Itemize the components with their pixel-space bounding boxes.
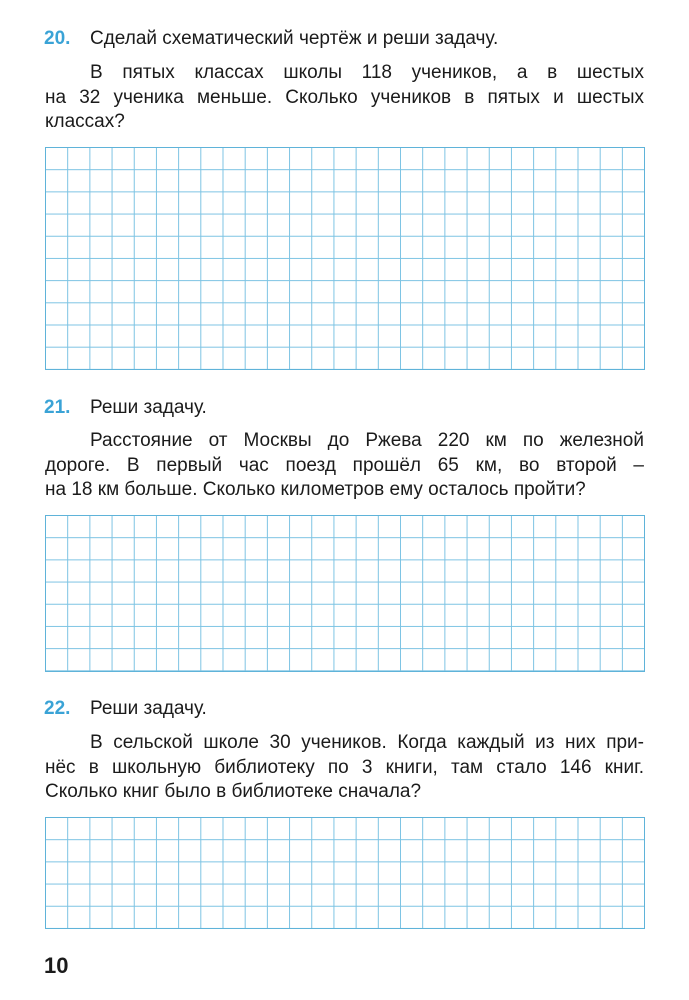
task-20-header [44,27,498,51]
task-number: 21. [44,397,71,418]
task-21-text [45,429,644,503]
task-text-line: Сколько книг было в библиотеке сначала? [45,781,422,802]
task-20-answer-grid[interactable] [45,147,645,370]
task-text-line: В пятых классах школы 118 учеников, а в шестых [90,62,644,83]
task-number: 20. [44,28,71,49]
task-text-line: классах? [45,111,125,132]
task-22-text [45,731,644,805]
task-text-line: на 32 ученика меньше. Сколько учеников в пятых и шестых [45,86,644,108]
task-instruction: Сделай схематический чертёж и реши задачу. [90,28,499,49]
task-text-line: дороге. В первый час поезд прошёл 65 км, во второй – [45,454,644,476]
task-22-header [44,697,207,721]
task-20-text [45,61,644,135]
task-text-line: нёс в школьную библиотеку по 3 книги, там стало 146 книг. [45,756,644,778]
task-21-answer-grid[interactable] [45,515,645,672]
task-instruction: Реши задачу. [90,698,207,719]
task-instruction: Реши задачу. [90,397,207,418]
task-21-header [44,396,207,420]
task-22-answer-grid[interactable] [45,817,645,929]
task-text-line: В сельской школе 30 учеников. Когда каждый из них при- [90,732,644,753]
task-number: 22. [44,698,71,719]
page-number: 10 [44,953,69,978]
task-text-line: Расстояние от Москвы до Ржева 220 км по железной [90,430,644,451]
task-text-line: на 18 км больше. Сколько километров ему осталось пройти? [45,479,586,500]
